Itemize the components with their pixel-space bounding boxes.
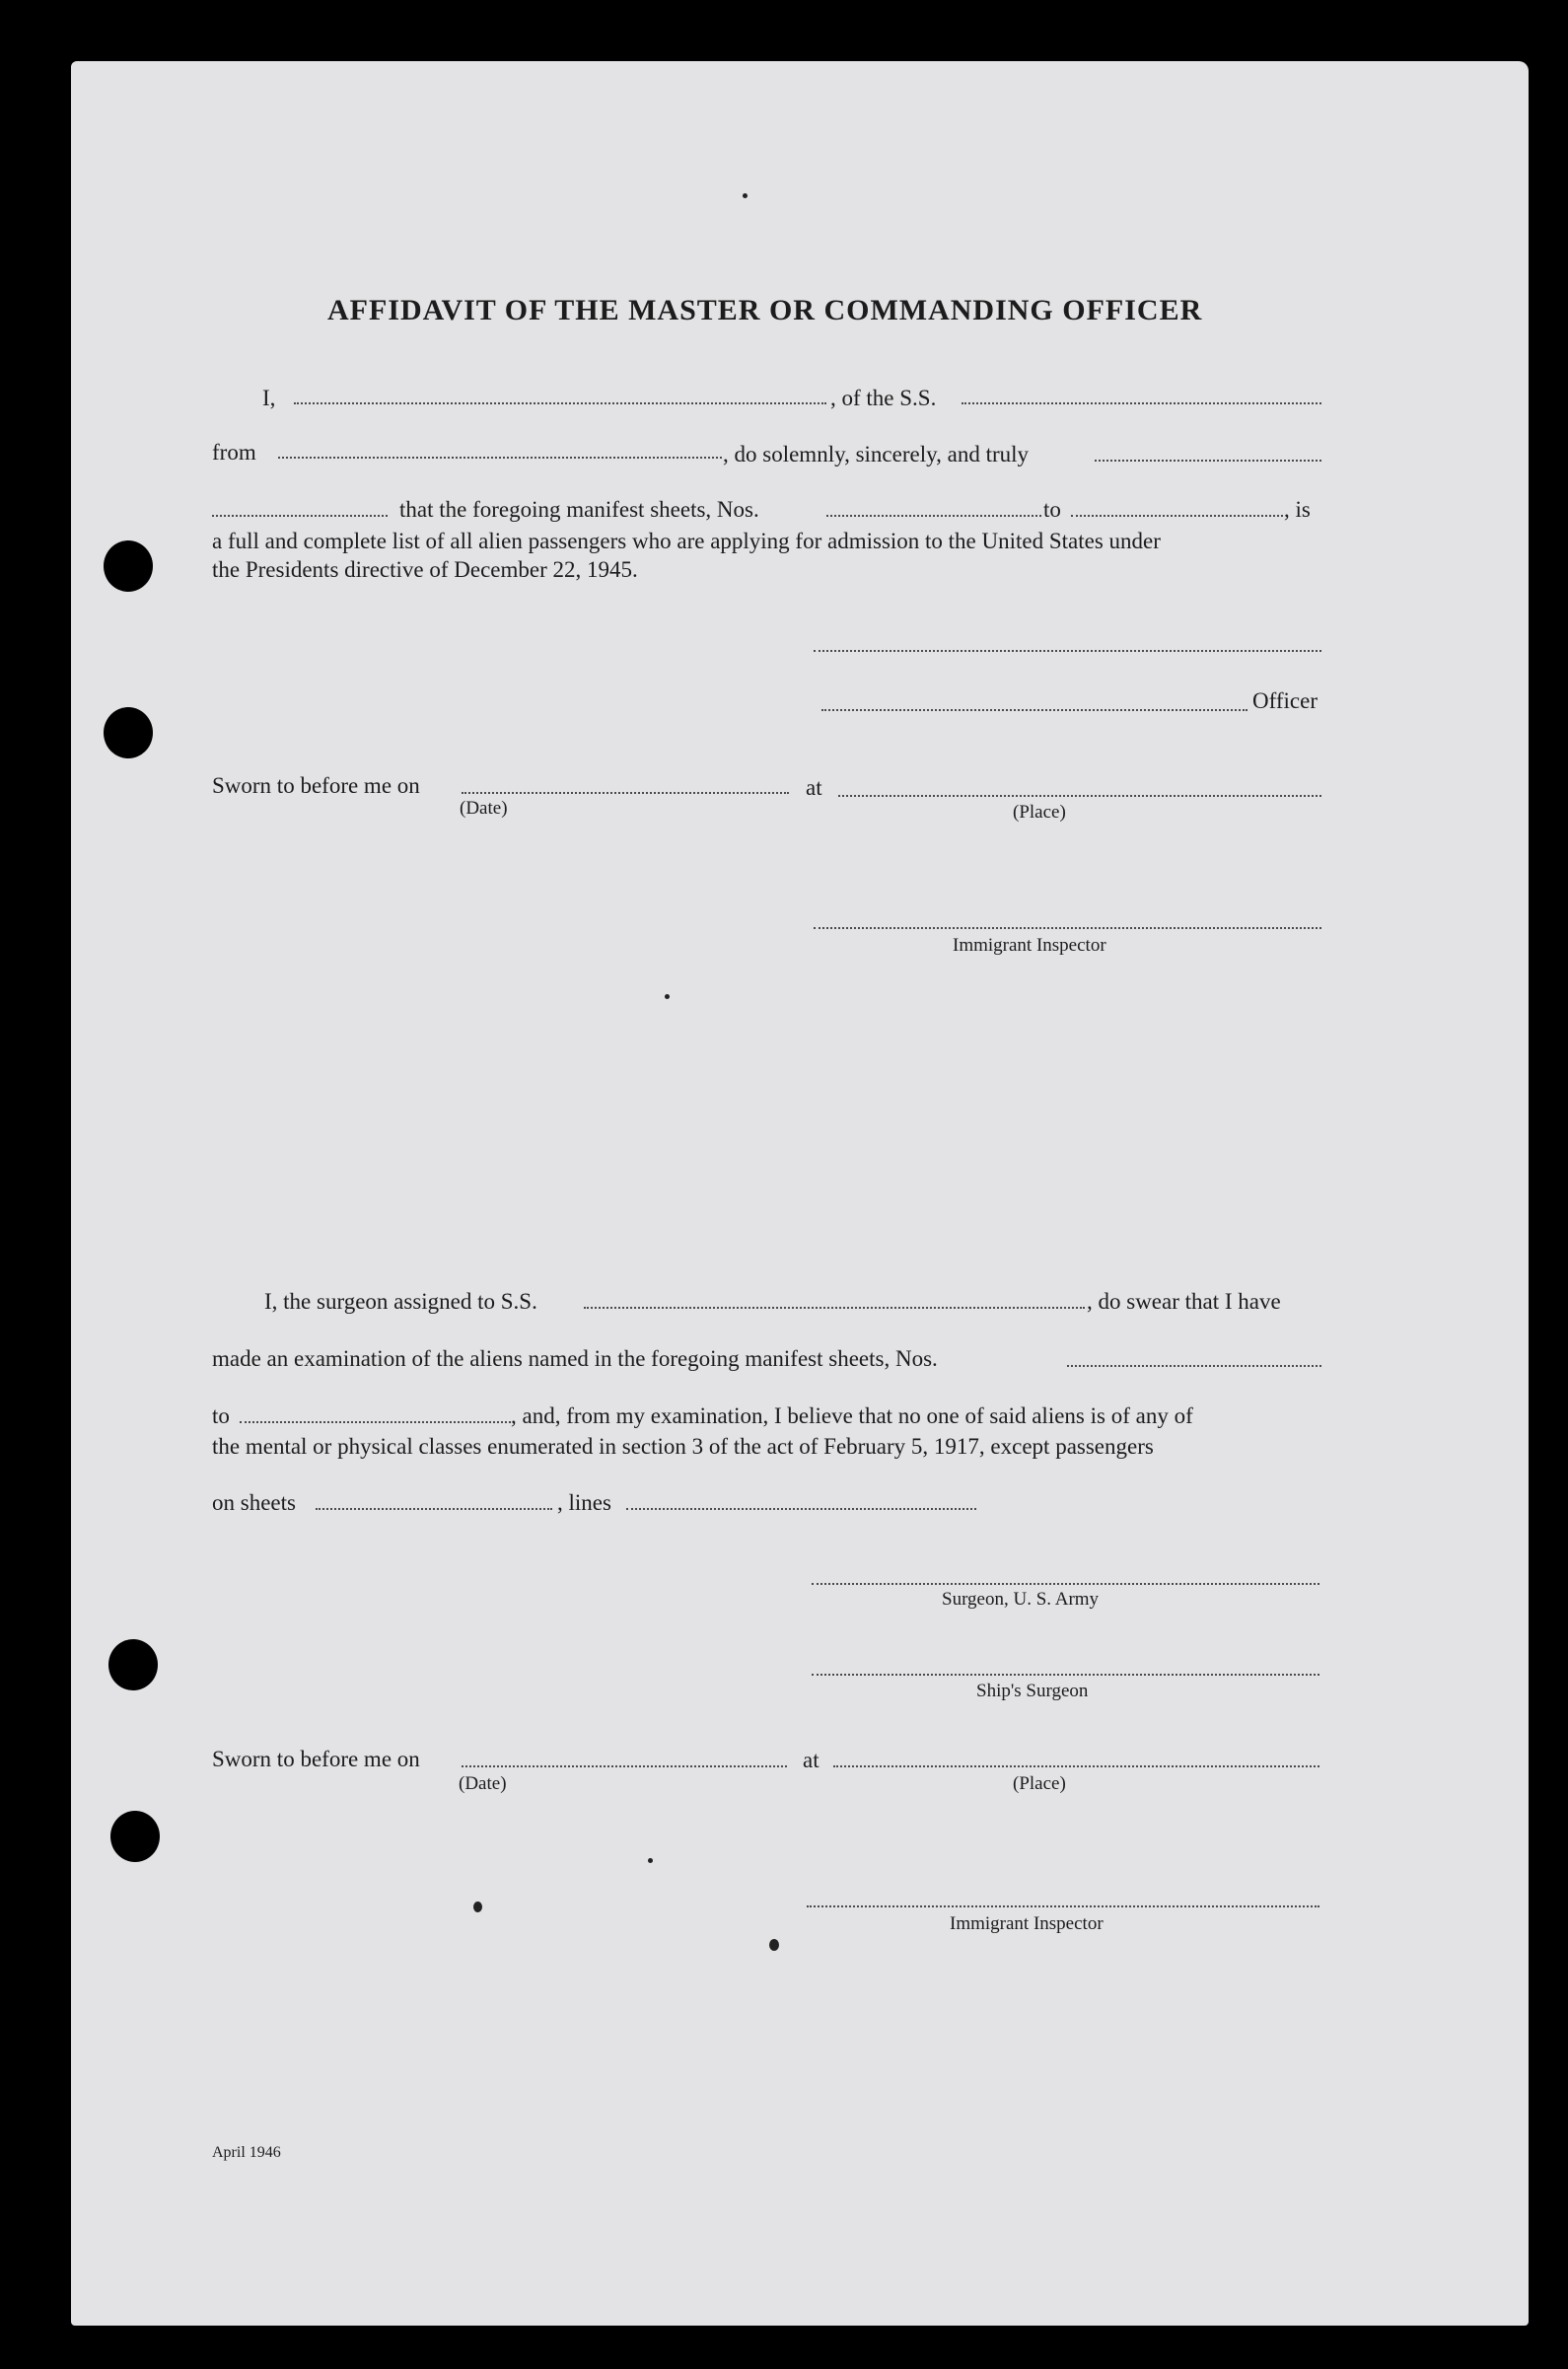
scan-speck	[769, 1939, 779, 1951]
ship-surgeon-signature-field[interactable]	[812, 1674, 1319, 1676]
master-sworn-place-field[interactable]	[838, 795, 1321, 797]
master-oath-field[interactable]	[212, 515, 388, 517]
punch-hole	[110, 1811, 160, 1862]
master-ss-label: , of the S.S.	[830, 386, 937, 410]
officer-label: Officer	[1252, 688, 1318, 713]
master-nos-to-field[interactable]	[1071, 515, 1283, 517]
surgeon-place-caption: (Place)	[1013, 1773, 1066, 1794]
surgeon-sworn-label: Sworn to before me on	[212, 1747, 420, 1771]
surgeon-nos-to-field[interactable]	[240, 1421, 511, 1423]
surgeon-nos-from-field[interactable]	[1067, 1365, 1321, 1367]
master-name-field[interactable]	[294, 402, 826, 404]
master-manifest-text: that the foregoing manifest sheets, Nos.	[399, 497, 759, 522]
master-to-label: to	[1043, 497, 1061, 522]
master-inspector-signature-field[interactable]	[814, 927, 1321, 929]
surgeon-examination-text: made an examination of the aliens named in the foregoing manifest sheets, Nos.	[212, 1346, 938, 1371]
surgeon-lines-field[interactable]	[626, 1508, 976, 1510]
master-signature-field[interactable]	[814, 650, 1321, 652]
master-statement-line4: a full and complete list of all alien passengers who are applying for admission to the United States under	[212, 529, 1161, 553]
ship-surgeon-label: Ship's Surgeon	[976, 1681, 1089, 1701]
master-swear-text: , do solemnly, sincerely, and truly	[723, 442, 1030, 467]
surgeon-intro-text: I, the surgeon assigned to S.S.	[264, 1289, 537, 1314]
surgeon-sheets-field[interactable]	[316, 1508, 552, 1510]
surgeon-inspector-label: Immigrant Inspector	[950, 1913, 1104, 1934]
scan-speck	[473, 1902, 482, 1912]
surgeon-inspector-signature-field[interactable]	[807, 1905, 1319, 1907]
master-ship-field[interactable]	[962, 402, 1321, 404]
master-date-caption: (Date)	[460, 798, 508, 819]
master-from-field[interactable]	[278, 457, 722, 459]
surgeon-sworn-place-field[interactable]	[833, 1765, 1319, 1767]
master-place-caption: (Place)	[1013, 802, 1066, 823]
master-truly-field[interactable]	[1095, 460, 1321, 462]
surgeon-swear-text: , do swear that I have	[1087, 1289, 1281, 1314]
page-title: AFFIDAVIT OF THE MASTER OR COMMANDING OFFICER	[327, 294, 1203, 326]
punch-hole	[104, 540, 153, 592]
surgeon-at-label: at	[803, 1748, 820, 1772]
scan-speck	[648, 1858, 653, 1863]
army-surgeon-signature-field[interactable]	[812, 1583, 1319, 1585]
surgeon-sheets-label: on sheets	[212, 1490, 296, 1515]
master-from-label: from	[212, 440, 256, 465]
surgeon-ship-field[interactable]	[584, 1307, 1085, 1309]
surgeon-sworn-date-field[interactable]	[462, 1765, 787, 1767]
surgeon-classes-text: the mental or physical classes enumerated in section 3 of the act of February 5, 1917, except passengers	[212, 1434, 1154, 1459]
surgeon-to-label: to	[212, 1403, 230, 1428]
army-surgeon-label: Surgeon, U. S. Army	[942, 1589, 1100, 1610]
master-at-label: at	[806, 775, 822, 800]
master-inspector-label: Immigrant Inspector	[953, 935, 1106, 956]
master-is-label: , is	[1284, 497, 1311, 522]
master-sworn-label: Sworn to before me on	[212, 773, 420, 798]
surgeon-lines-label: , lines	[557, 1490, 611, 1515]
master-nos-from-field[interactable]	[826, 515, 1041, 517]
surgeon-belief-text: , and, from my examination, I believe that no one of said aliens is of any of	[511, 1403, 1193, 1428]
master-statement-line5: the Presidents directive of December 22, 1945.	[212, 557, 638, 582]
scan-speck	[743, 193, 748, 198]
officer-signature-field[interactable]	[821, 709, 1247, 711]
master-sworn-date-field[interactable]	[462, 792, 789, 794]
master-i-label: I,	[262, 386, 276, 410]
form-revision-date: April 1946	[212, 2144, 281, 2161]
form-sheet	[71, 61, 1529, 2326]
punch-hole	[104, 707, 153, 758]
scan-speck	[665, 994, 670, 999]
surgeon-date-caption: (Date)	[459, 1773, 507, 1794]
punch-hole	[108, 1639, 158, 1690]
